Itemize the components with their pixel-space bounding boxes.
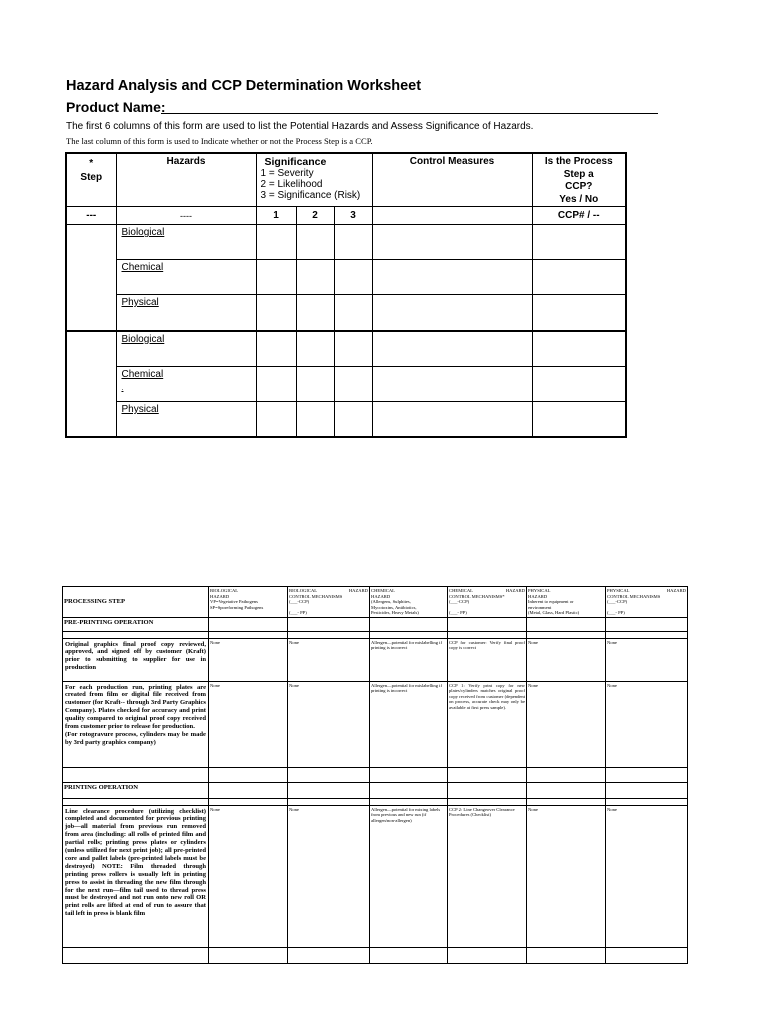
chem-control-cell: CCP for customer: Verify final proof copy is correct — [448, 638, 527, 681]
ccp-header-line: Is the Process — [544, 156, 613, 167]
section-row — [63, 617, 688, 631]
chem-hazard-cell: Allergen—potential for mislabelling if printing is incorrect — [370, 638, 448, 681]
ccp-note-text: The last column of this form is used to Indicate whether or not the Process Step is a CCP. — [66, 136, 373, 146]
hazard-chemical: Chemical — [116, 260, 256, 295]
empty-cell — [209, 631, 288, 638]
header-line: (Metal, Glass, Hard Plastic) — [528, 610, 580, 615]
header-line: HAZARD — [210, 593, 230, 599]
bio-hazard-cell: None — [209, 805, 288, 947]
severity-cell[interactable] — [256, 402, 296, 437]
spacer-row — [63, 798, 688, 805]
risk-cell[interactable] — [334, 225, 372, 260]
empty-cell — [288, 631, 370, 638]
header-line: (___-CCP) — [449, 599, 470, 604]
empty-cell — [370, 782, 448, 798]
empty-cell — [527, 782, 606, 798]
empty-cell — [288, 782, 370, 798]
empty-cell — [209, 767, 288, 782]
empty-cell — [370, 798, 448, 805]
bio-control-cell: None — [288, 805, 370, 947]
processing-step-header: PROCESSING STEP — [63, 587, 209, 618]
process-step-text: Original graphics final proof copy reviewed, approved, and signed off by customer (Kraft) prior to submitting to supplier for use in production — [63, 638, 209, 681]
hazards-header: Hazards — [116, 153, 256, 207]
step-star: * — [89, 158, 94, 169]
empty-cell — [63, 767, 209, 782]
control-placeholder — [372, 207, 532, 225]
significance-likelihood: 2 = Likelihood — [260, 179, 323, 190]
phys-hazard-cell: None — [527, 638, 606, 681]
empty-cell — [370, 767, 448, 782]
header-line: (___- PP) — [289, 609, 307, 615]
step-cell[interactable] — [66, 225, 116, 331]
bio-hazard-header — [209, 587, 288, 618]
phys-control-header — [606, 587, 688, 618]
header-line: CONTROL MECHANISMS* — [449, 593, 505, 599]
empty-cell — [448, 617, 527, 631]
significance-label: Significance — [264, 156, 327, 168]
section-row — [63, 782, 688, 798]
likelihood-cell[interactable] — [296, 331, 334, 367]
control-measures-header: Control Measures — [372, 153, 532, 207]
pre-printing-section: PRE-PRINTING OPERATION — [63, 617, 209, 631]
header-line: (___-CCP) — [289, 599, 310, 604]
empty-cell — [209, 947, 288, 963]
hazard-worksheet-table — [65, 152, 627, 438]
ccp-cell[interactable] — [532, 402, 626, 437]
empty-cell — [288, 767, 370, 782]
bio-hazard-cell: None — [209, 638, 288, 681]
bio-control-header — [288, 587, 370, 618]
process-row — [63, 638, 688, 681]
severity-cell[interactable] — [256, 260, 296, 295]
likelihood-cell[interactable] — [296, 402, 334, 437]
empty-cell — [527, 767, 606, 782]
step-header-label: Step — [80, 172, 103, 183]
empty-cell — [448, 798, 527, 805]
worksheet-row — [66, 367, 626, 402]
step-header — [66, 153, 116, 207]
worksheet-title: Hazard Analysis and CCP Determination Worksheet — [66, 78, 422, 94]
risk-cell[interactable] — [334, 331, 372, 367]
hazard-physical: Physical — [116, 295, 256, 331]
control-cell[interactable] — [372, 295, 532, 331]
empty-cell — [209, 617, 288, 631]
severity-cell[interactable] — [256, 295, 296, 331]
significance-severity: 1 = Severity — [260, 168, 314, 179]
empty-cell — [606, 767, 688, 782]
chem-control-cell: CCP 2: Line Changeover Clearance Procedures (Checklist) — [448, 805, 527, 947]
phys-hazard-cell: None — [527, 681, 606, 767]
empty-cell — [527, 947, 606, 963]
step-cell[interactable] — [66, 331, 116, 437]
ccp-cell[interactable] — [532, 367, 626, 402]
empty-cell — [370, 631, 448, 638]
empty-cell — [288, 617, 370, 631]
header-line: BIOLOGICAL — [210, 588, 239, 593]
significance-header — [256, 153, 372, 207]
control-cell[interactable] — [372, 225, 532, 260]
risk-cell[interactable] — [334, 367, 372, 402]
worksheet-header-row — [66, 153, 626, 207]
ccp-cell[interactable] — [532, 295, 626, 331]
ccp-cell[interactable] — [532, 225, 626, 260]
ccp-header-line: CCP? — [565, 181, 593, 192]
ccp-header — [532, 153, 626, 207]
ccp-number-placeholder: CCP# / -- — [532, 207, 626, 225]
empty-cell — [527, 617, 606, 631]
product-name-label: Product Name: — [66, 99, 166, 115]
hazard-chemical — [116, 367, 256, 402]
process-step-main: For each production run, printing plates are created from film or digital file received from customer (for Kraft-- through 3rd Party Graphics Company). Plates checked for accuracy and print quality compared to original proof copy received from customer prior to release for production. — [65, 683, 206, 731]
chem-control-header — [448, 587, 527, 618]
process-step-text — [63, 681, 209, 767]
stray-dot: . — [121, 385, 124, 392]
worksheet-row — [66, 402, 626, 437]
chem-hazard-cell: Allergen—potential for mixing labels from previous and new run (if allergen/non-allergen) — [370, 805, 448, 947]
product-name-line[interactable] — [161, 113, 658, 114]
hazards-placeholder: ---- — [116, 207, 256, 225]
empty-cell — [288, 798, 370, 805]
hazard-physical: Physical — [116, 402, 256, 437]
empty-cell — [288, 947, 370, 963]
phys-control-cell: None — [606, 805, 688, 947]
empty-cell — [527, 631, 606, 638]
empty-cell — [209, 798, 288, 805]
bio-hazard-cell: None — [209, 681, 288, 767]
header-line: (___-CCP) — [607, 599, 628, 604]
empty-cell — [527, 798, 606, 805]
printing-section: PRINTING OPERATION — [63, 782, 209, 798]
empty-cell — [606, 798, 688, 805]
process-header-row — [63, 587, 688, 618]
header-line: PHYSICAL HAZARD — [607, 588, 686, 593]
empty-cell — [606, 782, 688, 798]
likelihood-cell[interactable] — [296, 260, 334, 295]
empty-cell — [63, 947, 209, 963]
likelihood-cell[interactable] — [296, 225, 334, 260]
ccp-header-line: Step a — [563, 168, 594, 180]
header-line: HAZARD — [528, 593, 548, 599]
phys-hazard-cell: None — [527, 805, 606, 947]
severity-cell[interactable] — [256, 367, 296, 402]
empty-cell — [370, 617, 448, 631]
header-line: SP=Sporeforming Pathogens — [210, 604, 264, 610]
bio-control-cell: None — [288, 681, 370, 767]
processing-step-table — [62, 586, 688, 964]
process-step-note: (For rotogravure process, cylinders may be made by 3rd party graphics company) — [65, 730, 206, 746]
likelihood-number: 2 — [296, 207, 334, 225]
control-cell[interactable] — [372, 367, 532, 402]
likelihood-cell[interactable] — [296, 367, 334, 402]
worksheet-subheader-row — [66, 207, 626, 225]
header-line: (___- PP) — [607, 609, 625, 615]
header-line: BIOLOGICAL HAZARD — [289, 588, 368, 593]
intro-text: The first 6 columns of this form are used to list the Potential Hazards and Assess Significance of Hazards. — [66, 121, 534, 132]
empty-cell — [448, 631, 527, 638]
header-line: Inherent to equipment or — [528, 599, 574, 604]
header-line: HAZARD — [371, 593, 391, 599]
header-line: Pesticides, Heavy Metals) — [371, 610, 419, 615]
spacer-row — [63, 767, 688, 782]
empty-cell — [606, 631, 688, 638]
control-cell[interactable] — [372, 402, 532, 437]
header-line: CHEMICAL HAZARD — [449, 588, 525, 593]
chem-hazard-header — [370, 587, 448, 618]
control-cell[interactable] — [372, 260, 532, 295]
worksheet-row — [66, 225, 626, 260]
header-line: environment — [528, 604, 552, 610]
severity-cell[interactable] — [256, 331, 296, 367]
likelihood-cell[interactable] — [296, 295, 334, 331]
worksheet-row — [66, 331, 626, 367]
chem-control-cell: CCP 1: Verify print copy for new plates/cylinders matches original proof copy received from customer (dependent on process, accurate check may only be available at first press sample). — [448, 681, 527, 767]
header-line: CONTROL MECHANISMS — [289, 593, 343, 599]
header-line: CHEMICAL — [371, 588, 395, 593]
empty-cell — [370, 947, 448, 963]
phys-control-cell: None — [606, 681, 688, 767]
chem-hazard-cell: Allergen—potential for mislabelling if printing is incorrect — [370, 681, 448, 767]
ccp-yes-no: Yes / No — [559, 193, 599, 205]
header-line: CONTROL MECHANISMS — [607, 593, 661, 599]
hazard-biological: Biological — [116, 225, 256, 260]
phys-hazard-header — [527, 587, 606, 618]
ccp-cell[interactable] — [532, 331, 626, 367]
process-row — [63, 805, 688, 947]
empty-cell — [606, 947, 688, 963]
risk-cell[interactable] — [334, 260, 372, 295]
process-step-text: Line clearance procedure (utilizing checklist) completed and documented for previous printing job—all material from previous run removed from area (including: all rolls of printed film and partial rolls; printing press plates or cylinders (unless utilized for next print job); all pre-printed core and pallet labels (pre-printed labels must be destroyed) NOTE: Film threaded through printing press rollers is usually left in printing press to assist in threading the new film through for the next run—film tail used to thread press must be destroyed and not run onto new roll OR print rolls are lifted at end of run to assure that tail left in press is blank film — [63, 805, 209, 947]
severity-number: 1 — [256, 207, 296, 225]
empty-cell — [448, 947, 527, 963]
ccp-cell[interactable] — [532, 260, 626, 295]
process-row — [63, 681, 688, 767]
phys-control-cell: None — [606, 638, 688, 681]
empty-cell — [448, 767, 527, 782]
header-line: PHYSICAL — [528, 588, 551, 593]
spacer-row — [63, 947, 688, 963]
step-placeholder: --- — [66, 207, 116, 225]
worksheet-row — [66, 260, 626, 295]
risk-cell[interactable] — [334, 402, 372, 437]
header-line: Mycotoxins, Antibiotics, — [371, 604, 417, 610]
empty-cell — [63, 631, 209, 638]
header-line: VP=Vegetative Pathogens — [210, 599, 258, 604]
bio-control-cell: None — [288, 638, 370, 681]
control-cell[interactable] — [372, 331, 532, 367]
header-line: (Allergens, Sulphites, — [371, 599, 411, 604]
empty-cell — [448, 782, 527, 798]
risk-cell[interactable] — [334, 295, 372, 331]
severity-cell[interactable] — [256, 225, 296, 260]
header-line: (___- PP) — [449, 609, 467, 615]
worksheet-row — [66, 295, 626, 331]
hazard-chemical-label: Chemical — [121, 369, 164, 380]
spacer-row — [63, 631, 688, 638]
empty-cell — [63, 798, 209, 805]
significance-risk: 3 = Significance (Risk) — [260, 190, 361, 201]
risk-number: 3 — [334, 207, 372, 225]
empty-cell — [606, 617, 688, 631]
empty-cell — [209, 782, 288, 798]
hazard-biological: Biological — [116, 331, 256, 367]
